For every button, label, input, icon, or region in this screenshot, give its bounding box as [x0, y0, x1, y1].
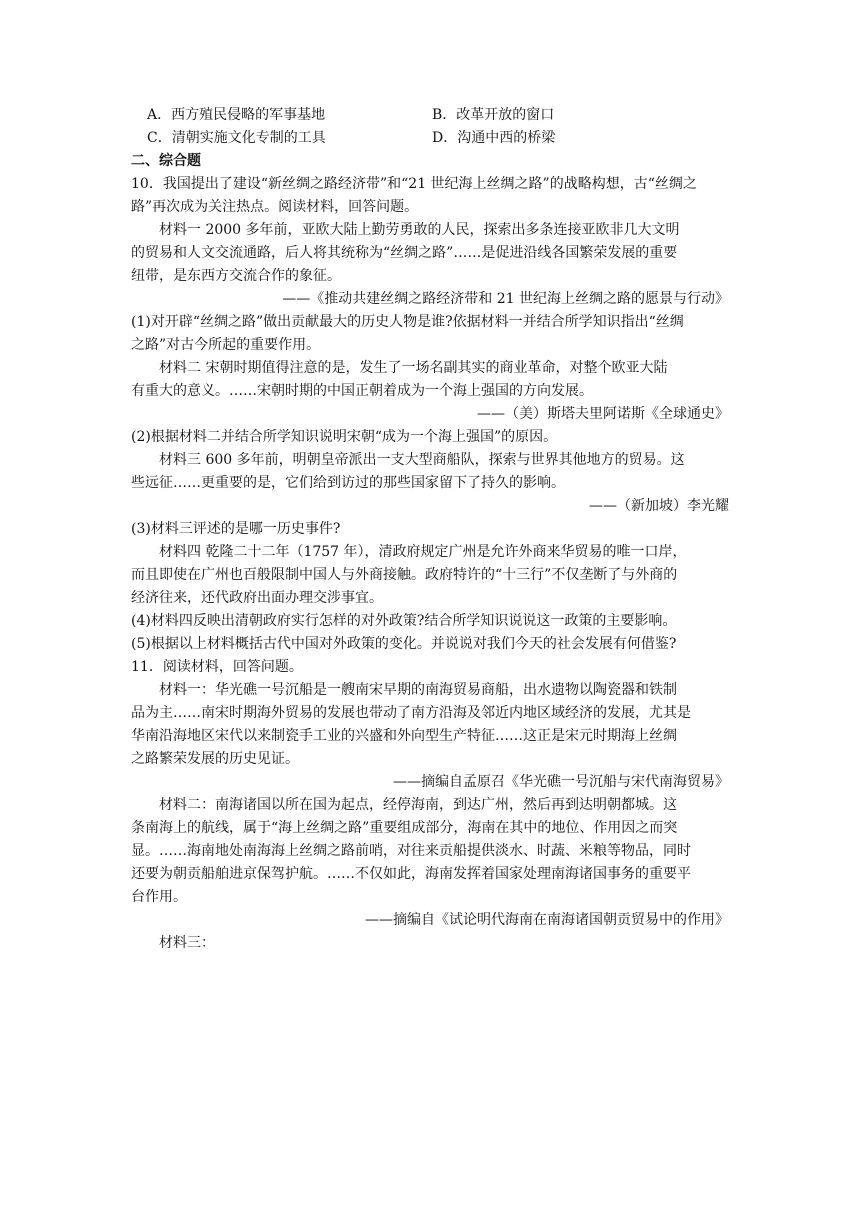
q10-material-4-line: 材料四 乾隆二十二年（1757 年），清政府规定广州是允许外商来华贸易的唯一口岸， — [159, 544, 687, 560]
option-b: B．改革开放的窗口 — [432, 107, 555, 123]
q10-subquestion-1-line: (1)对开辟“丝绸之路”做出贡献最大的历史人物是谁?依据材料一并结合所学知识指出“丝绸 — [131, 314, 684, 330]
q10-material-2-line: 有重大的意义。……宋朝时期的中国正朝着成为一个海上强国的方向发展。 — [131, 383, 593, 399]
q11-material-2-line: 台作用。 — [131, 889, 187, 905]
q11-material-2-line: 还要为朝贡船舶进京保驾护航。……不仅如此，海南发挥着国家处理南海诸国事务的重要平 — [131, 866, 691, 882]
q11-intro: 11．阅读材料，回答问题。 — [131, 659, 303, 675]
q11-material-2-line: 材料二：南海诸国以所在国为起点，经停海南，到达广州，然后再到达明朝都城。这 — [159, 797, 677, 813]
section-heading: 二、综合题 — [131, 153, 201, 169]
q11-material-2-source: ——摘编自《试论明代海南在南海诸国朝贡贸易中的作用》 — [365, 912, 729, 928]
q10-material-4-line: 经济往来，还代政府出面办理交涉事宜。 — [131, 590, 383, 606]
q11-material-2-line: 显。……海南地处南海海上丝绸之路前哨，对往来贡船提供淡水、时蔬、米粮等物品，同时 — [131, 843, 691, 859]
q10-subquestion-5: (5)根据以上材料概括古代中国对外政策的变化。并说说对我们今天的社会发展有何借鉴? — [131, 636, 677, 652]
q10-material-1-line: 纽带，是东西方交流合作的象征。 — [131, 268, 341, 284]
q10-subquestion-4: (4)材料四反映出清朝政府实行怎样的对外政策?结合所学知识说说这一政策的主要影响。 — [131, 613, 677, 629]
q10-material-3-source: ——（新加坡）李光耀 — [589, 498, 729, 514]
q10-subquestion-1-line: 之路”对古今所起的重要作用。 — [131, 337, 321, 353]
question-10 — [131, 173, 729, 656]
document-body — [131, 104, 729, 955]
option-c: C．清朝实施文化专制的工具 — [147, 130, 326, 146]
question-11 — [131, 656, 729, 955]
q10-intro-line: 路”再次成为关注热点。阅读材料，回答问题。 — [131, 199, 419, 215]
q10-material-1-source: ——《推动共建丝绸之路经济带和 21 世纪海上丝绸之路的愿景与行动》 — [282, 291, 729, 307]
option-a: A．西方殖民侵略的军事基地 — [147, 107, 326, 123]
q11-material-1-line: 华南沿海地区宋代以来制瓷手工业的兴盛和外向型生产特征……这正是宋元时期海上丝绸 — [131, 728, 677, 744]
q11-material-1-source: ——摘编自孟原召《华光礁一号沉船与宋代南海贸易》 — [393, 774, 729, 790]
q10-intro-line: 10．我国提出了建设“新丝绸之路经济带”和“21 世纪海上丝绸之路”的战略构想，古“丝绸之 — [131, 176, 697, 192]
q11-material-2-line: 条南海上的航线，属于“海上丝绸之路”重要组成部分，海南在其中的地位、作用因之而突 — [131, 820, 678, 836]
q11-material-1-line: 品为主……南宋时期海外贸易的发展也带动了南方沿海及邻近内地区域经济的发展，尤其是 — [131, 705, 691, 721]
q10-material-1-line: 的贸易和人文交流通路，后人将其统称为“丝绸之路”……是促进沿线各国繁荣发展的重要 — [131, 245, 678, 261]
q10-material-2-source: ——（美）斯塔夫里阿诺斯《全球通史》 — [477, 406, 729, 422]
q11-material-1-line: 之路繁荣发展的历史见证。 — [131, 751, 299, 767]
q10-material-3-line: 材料三 600 多年前，明朝皇帝派出一支大型商船队，探索与世界其他地方的贸易。这 — [159, 452, 685, 468]
options-row-2 — [131, 127, 729, 150]
q10-material-2-line: 材料二 宋朝时期值得注意的是，发生了一场名副其实的商业革命，对整个欧亚大陆 — [159, 360, 668, 376]
q10-material-4-line: 而且即使在广州也百般限制中国人与外商接触。政府特许的“十三行”不仅垄断了与外商的 — [131, 567, 678, 583]
options-row-1 — [131, 104, 729, 127]
q10-material-1-line: 材料一 2000 多年前，亚欧大陆上勤劳勇敢的人民，探索出多条连接亚欧非几大文明 — [159, 222, 680, 238]
option-d: D．沟通中西的桥梁 — [432, 130, 556, 146]
q10-subquestion-2: (2)根据材料二并结合所学知识说明宋朝“成为一个海上强国”的原因。 — [131, 429, 558, 445]
q10-material-3-line: 些远征……更重要的是，它们给到访过的那些国家留下了持久的影响。 — [131, 475, 565, 491]
q11-material-1-line: 材料一：华光礁一号沉船是一艘南宋早期的南海贸易商船，出水遗物以陶瓷器和铁制 — [159, 682, 677, 698]
q10-subquestion-3: (3)材料三评述的是哪一历史事件? — [131, 521, 341, 537]
q11-material-3-label: 材料三： — [159, 935, 215, 951]
